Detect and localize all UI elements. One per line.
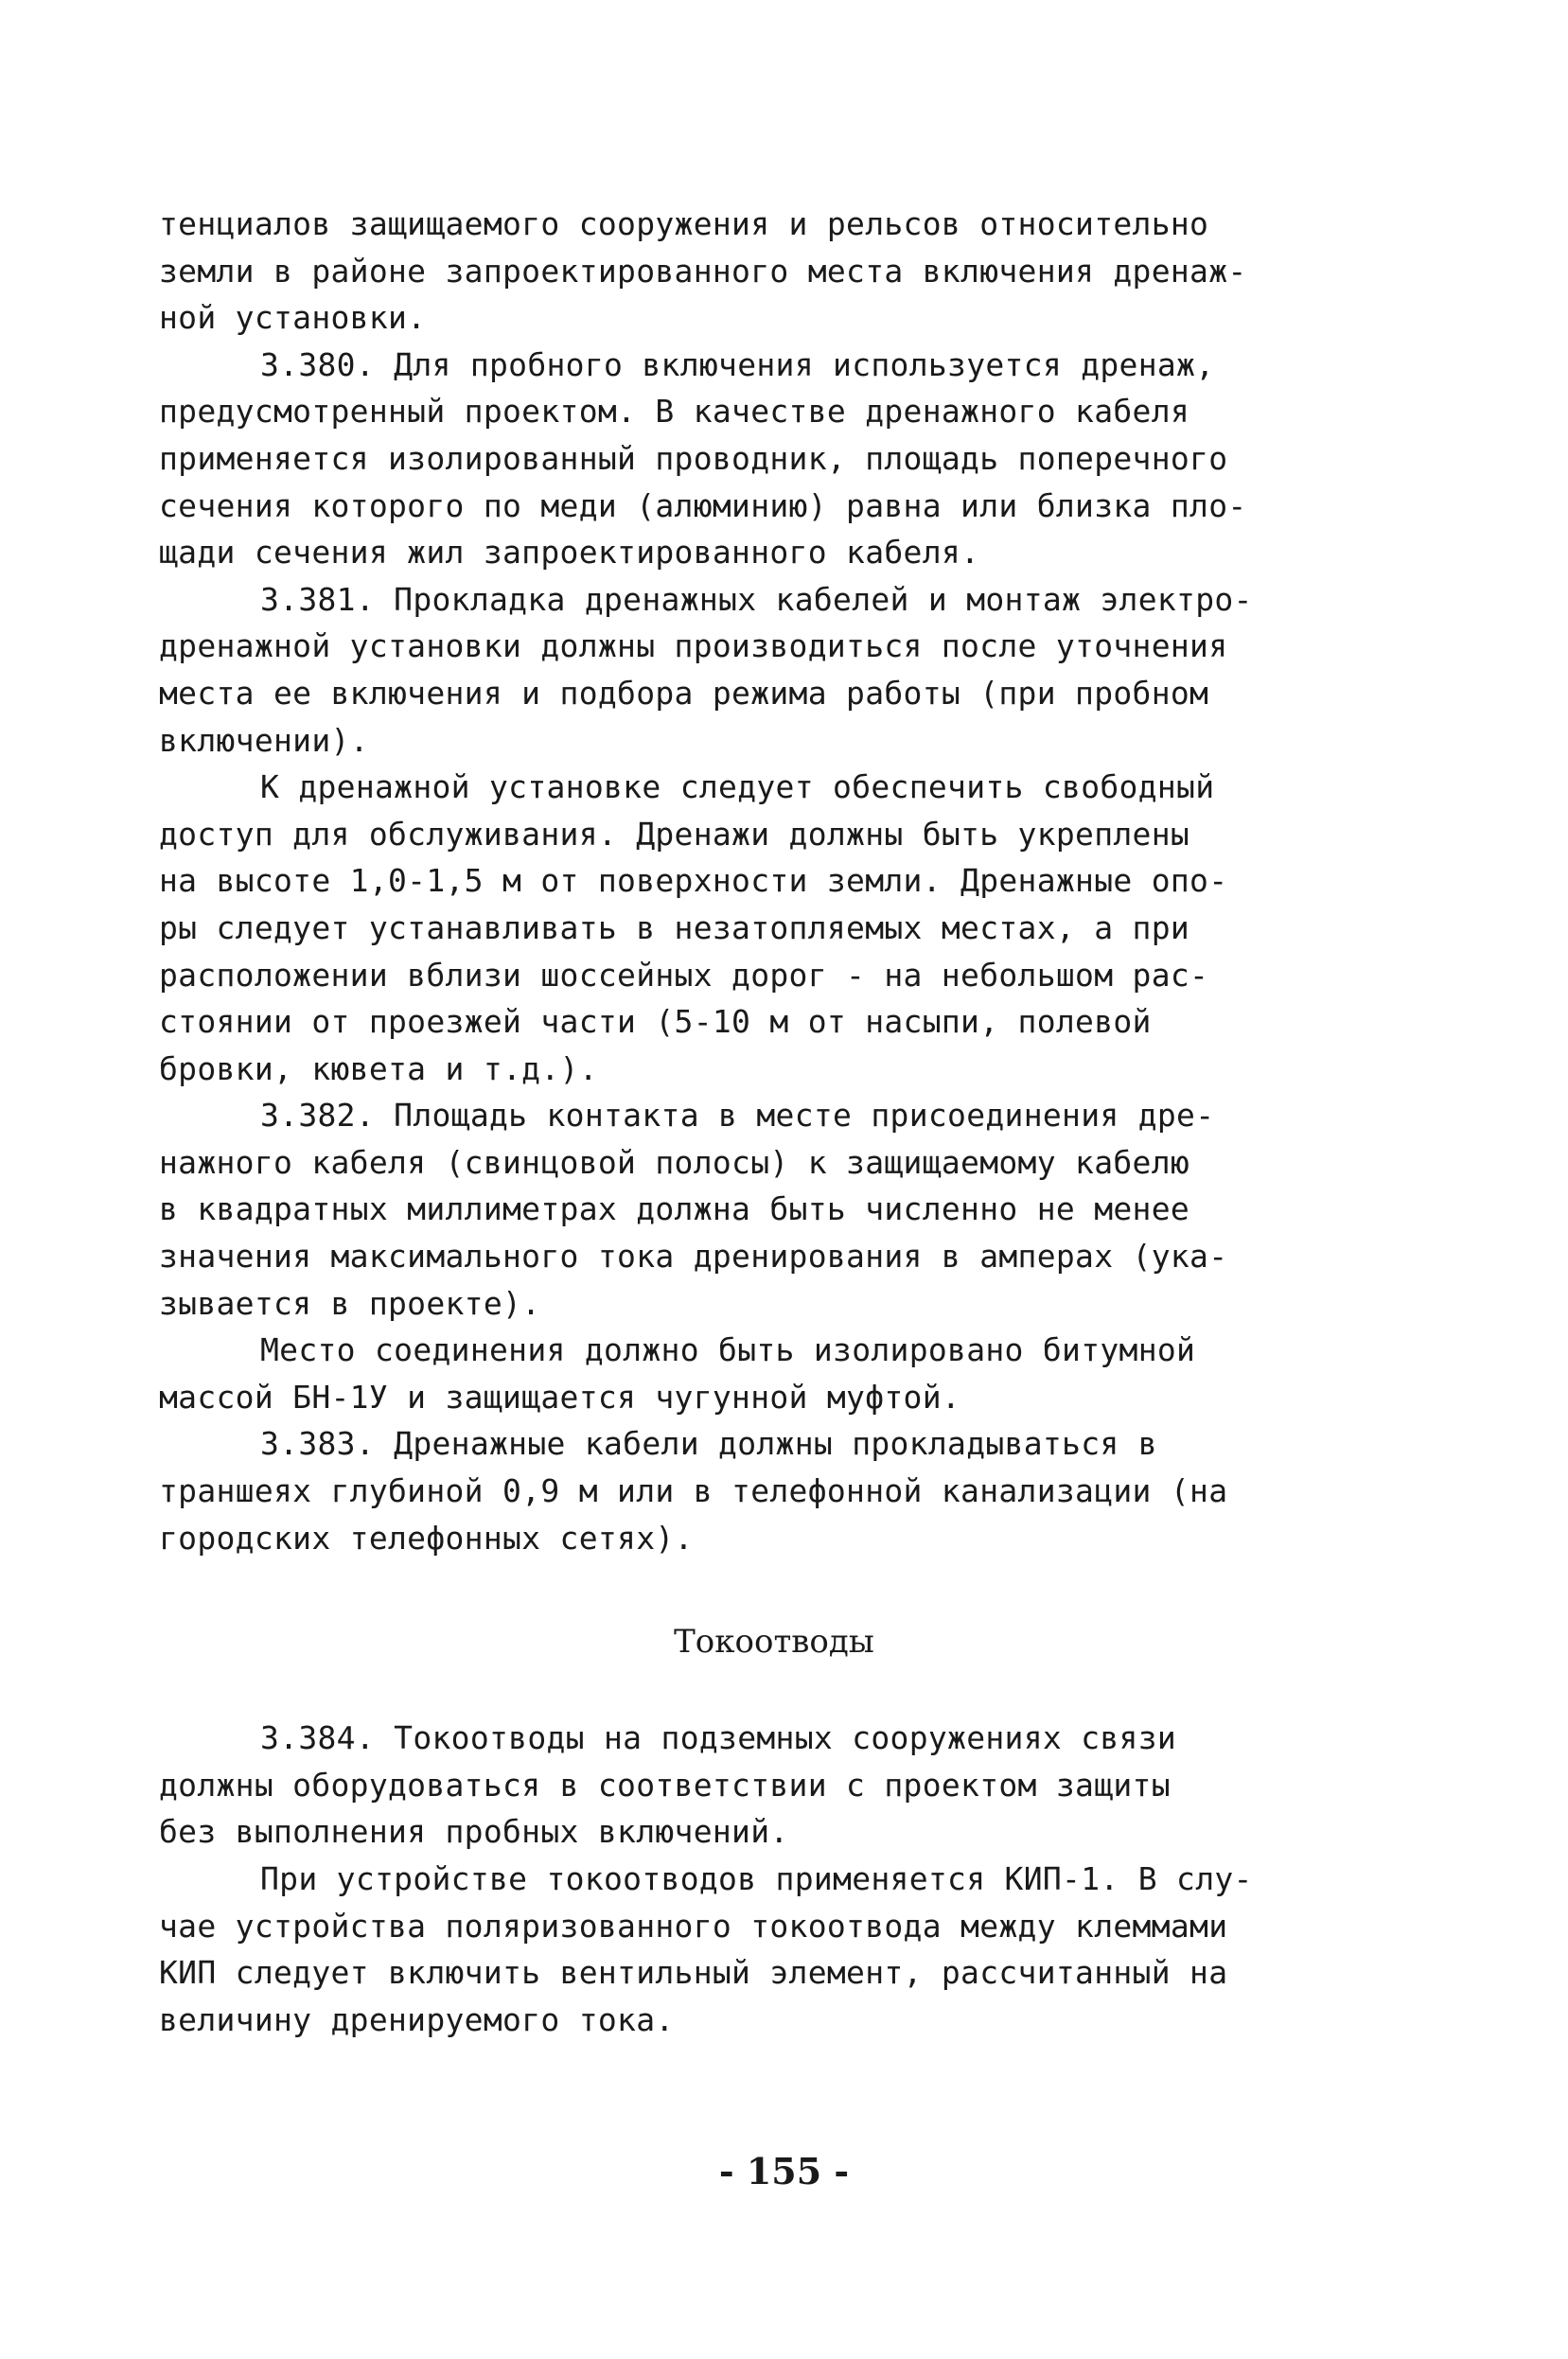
text-line: нажного кабеля (свинцовой полосы) к защищаемому кабелю [159, 1143, 1190, 1181]
text-line: на высоте 1,0-1,5 м от поверхности земли. Дренажные опо- [159, 862, 1228, 900]
text-line: городских телефонных сетях). [159, 1519, 694, 1557]
paragraph-start-line: 3.382. Площадь контакта в месте присоединения дре- [260, 1097, 1215, 1135]
text-line: КИП следует включить вентильный элемент, рассчитанный на [159, 1954, 1228, 1992]
text-line: массой БН-1У и защищается чугунной муфтой. [159, 1378, 961, 1416]
text-line: бровки, кювета и т.д.). [159, 1049, 598, 1087]
text-line: ры следует устанавливать в незатопляемых местах, а при [159, 908, 1190, 946]
text-line: без выполнения пробных включений. [159, 1813, 789, 1851]
text-line: применяется изолированный проводник, площадь поперечного [159, 439, 1228, 477]
text-line: должны оборудоваться в соответствии с проектом защиты [159, 1766, 1171, 1804]
text-line: предусмотренный проектом. В качестве дренажного кабеля [159, 393, 1190, 431]
text-line: траншеях глубиной 0,9 м или в телефонной канализации (на [159, 1472, 1228, 1510]
text-line: земли в районе запроектированного места включения дренаж- [159, 252, 1247, 290]
text-line: включении). [159, 721, 369, 759]
text-line: стоянии от проезжей части (5-10 м от насыпи, полевой [159, 1003, 1152, 1041]
paragraph-start-line: 3.383. Дренажные кабели должны прокладываться в [260, 1425, 1157, 1463]
text-line: расположении вблизи шоссейных дорог - на небольшом рас- [159, 956, 1209, 994]
text-line: в квадратных миллиметрах должна быть численно не менее [159, 1190, 1190, 1228]
text-line: зывается в проекте). [159, 1284, 541, 1322]
paragraph-start-line: 3.384. Токоотводы на подземных сооружениях связи [260, 1719, 1177, 1757]
text-line: места ее включения и подбора режима работы (при пробном [159, 674, 1209, 712]
paragraph-start-line: К дренажной установке следует обеспечить свободный [260, 768, 1215, 806]
paragraph-start-line: При устройстве токоотводов применяется КИП-1. В слу- [260, 1860, 1253, 1897]
text-line: чае устройства поляризованного токоотвода между клеммами [159, 1907, 1228, 1945]
paragraph-start-line: 3.381. Прокладка дренажных кабелей и монтаж электро- [260, 580, 1253, 618]
text-line: доступ для обслуживания. Дренажи должны быть укреплены [159, 815, 1190, 853]
section-heading: Токоотводы [674, 1623, 874, 1662]
text-line: ной установки. [159, 299, 427, 337]
body-text [159, 201, 1427, 2043]
text-line: дренажной установки должны производиться после уточнения [159, 627, 1228, 665]
text-line: тенциалов защищаемого сооружения и рельсов относительно [159, 205, 1209, 242]
paragraph-start-line: Место соединения должно быть изолировано битумной [260, 1331, 1196, 1369]
section-gap [159, 1561, 1427, 1618]
section-gap [159, 1665, 1427, 1715]
text-line: величину дренируемого тока. [159, 2000, 675, 2038]
text-line: значения максимального тока дренирования в амперах (ука- [159, 1238, 1228, 1276]
text-line: сечения которого по меди (алюминию) равна или близка пло- [159, 486, 1247, 524]
text-line: щади сечения жил запроектированного кабеля. [159, 534, 980, 572]
paragraph-start-line: 3.380. Для пробного включения используется дренаж, [260, 345, 1215, 383]
page-number: - 155 - [718, 2150, 850, 2192]
